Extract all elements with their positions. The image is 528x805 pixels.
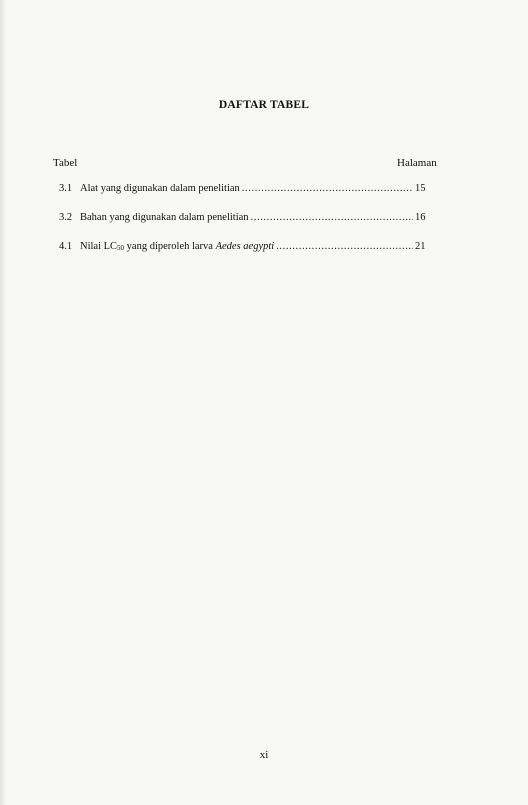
toc-entry-page: 15: [415, 183, 426, 194]
column-header-table: Tabel: [53, 157, 78, 169]
scan-edge: [0, 0, 6, 805]
toc-entry-title-prefix: Nilai LC: [80, 241, 118, 252]
toc-entry-title-subscript: 50: [117, 244, 125, 252]
toc-entry: [59, 241, 429, 270]
page-number: xi: [259, 749, 269, 761]
toc-entry-number: 3.1: [59, 183, 73, 194]
toc-entry-title: [80, 241, 274, 252]
table-of-tables-list: [59, 183, 429, 270]
toc-entry-title-species: Aedes aegypti: [215, 241, 275, 252]
toc-entry-title: Alat yang digunakan dalam penelitian: [80, 183, 240, 194]
toc-entry-number: 3.2: [59, 212, 73, 223]
toc-entry-title: Bahan yang digunakan dalam penelitian: [80, 212, 249, 223]
toc-entry-title-middle: yang diperoleh larva: [124, 241, 216, 252]
toc-entry-number: 4.1: [59, 241, 73, 252]
toc-entry-page: 16: [415, 212, 426, 223]
toc-entry: [59, 212, 429, 241]
page-title: DAFTAR TABEL: [218, 99, 310, 111]
toc-leader-dots: [276, 241, 413, 252]
toc-leader-dots: [242, 183, 413, 194]
toc-leader-dots: [251, 212, 413, 223]
column-header-page: Halaman: [397, 157, 437, 169]
toc-entry-page: 21: [415, 241, 426, 252]
toc-entry: [59, 183, 429, 212]
